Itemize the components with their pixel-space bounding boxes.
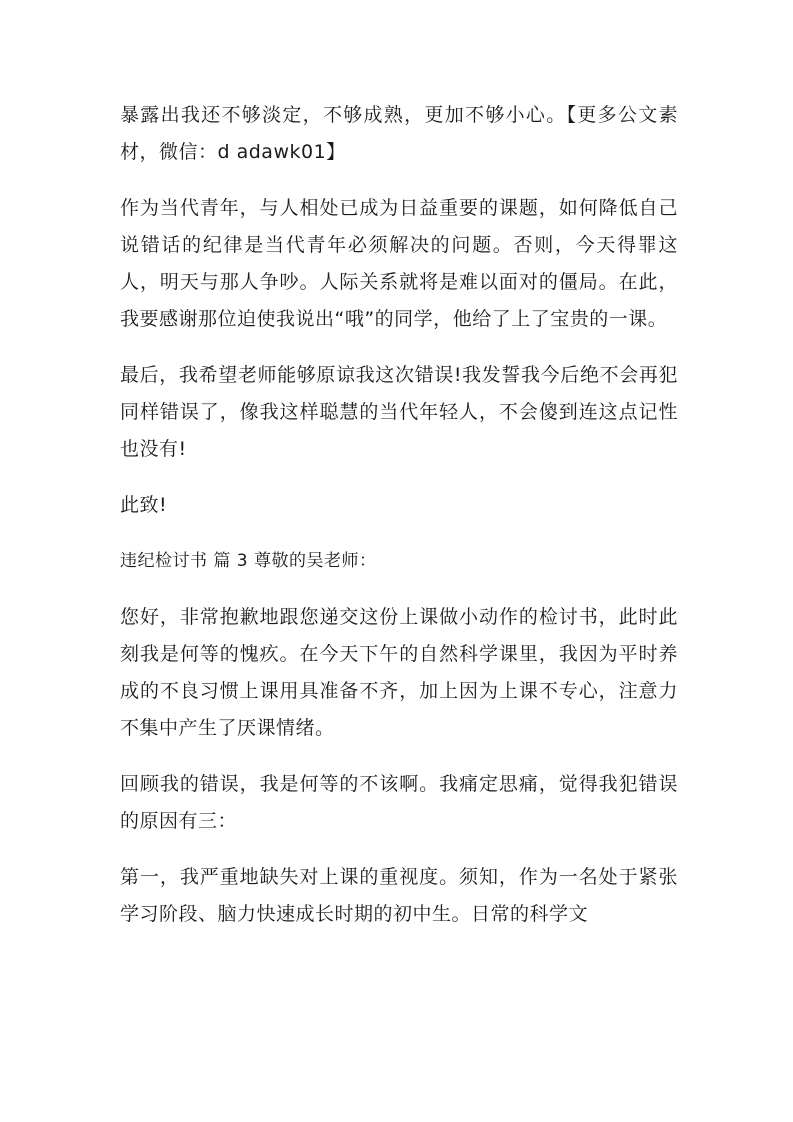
document-body [120, 97, 678, 952]
paragraph-1: 暴露出我还不够淡定，不够成熟，更加不够小心。【更多公文素材，微信：d adawk01】 [120, 104, 678, 163]
closing-salutation: 此致! [120, 494, 168, 516]
paragraph-5: 您好，非常抱歉地跟您递交这份上课做小动作的检讨书，此时此刻我是何等的愧疚。在今天下午的自然科学课里，我因为平时养成的不良习惯上课用具准备不齐，加上因为上课不专心，注意力不集中产生了厌课情绪。 [120, 606, 678, 739]
paragraph-6: 回顾我的错误，我是何等的不该啊。我痛定思痛，觉得我犯错误的原因有三： [120, 773, 678, 832]
paragraph-2: 作为当代青年，与人相处已成为日益重要的课题，如何降低自己说错话的纪律是当代青年必须解决的问题。否则，今天得罪这人，明天与那人争吵。人际关系就将是难以面对的僵局。在此，我要感谢那位迫使我说出“哦”的同学，他给了上了宝贵的一课。 [120, 197, 678, 330]
paragraph-3: 最后，我希望老师能够原谅我这次错误!我发誓我今后绝不会再犯同样错误了，像我这样聪慧的当代年轻人，不会傻到连这点记性也没有! [120, 364, 678, 460]
paragraph-7: 第一，我严重地缺失对上课的重视度。须知，作为一名处于紧张学习阶段、脑力快速成长时期的初中生。日常的科学文 [120, 866, 678, 925]
section-heading: 违纪检讨书 篇 3 尊敬的吴老师： [120, 551, 377, 571]
